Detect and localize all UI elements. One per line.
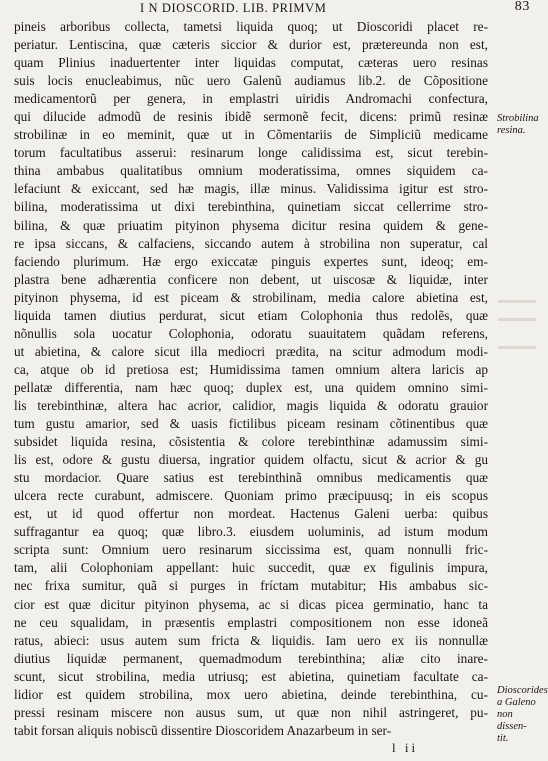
- text-line: qui dilucide admodũ de resinis ibidẽ sermonẽ fecit, dicens: primũ resinæ: [14, 109, 488, 125]
- bleed-through-mark: [498, 318, 536, 321]
- text-line: lidior est quidem strobilina, mox uero abietina, deinde terebinthina, cu-: [14, 686, 488, 702]
- text-line: ne ceu squalidam, in præsentis emplastri compositionem non esse idoneã: [14, 614, 488, 630]
- text-line: medicamentorũ per genera, in emplastri uiridis Andromachi confectura,: [14, 91, 488, 107]
- text-line: nec frixa sumitur, quã si purges in fríctam mutabitur; His ambabus sic-: [14, 578, 488, 594]
- text-line: scripta sunt: Omnium uero resinarum siccissima est, quam nonnulli fric-: [14, 542, 488, 558]
- text-line: thina ambabus qualitatibus omnium moderatissima, omnes siquidem ca-: [14, 163, 488, 179]
- text-line: strobilinæ in eo meminit, quæ ut in Cõmentariis de Simpliciũ medicame: [14, 127, 488, 143]
- running-title: I N DIOSCORID. LIB. PRIMVM: [140, 1, 327, 15]
- text-line: lis est, odore & gustu diuersa, ingratior quidem olfactu, sicut & acrior & gu: [14, 452, 488, 468]
- text-line: faciendo plurimum. Hæ ergo exiccatæ pinguis expertes sunt, ideoq; em-: [14, 253, 488, 269]
- text-line: tabit forsan aliquis nobiscũ dissentire Dioscoridem Anazarbeum in ser-: [14, 722, 392, 738]
- margin-note-strobilina: Strobilina resina.: [497, 113, 539, 136]
- text-line: pineis arboribus collecta, tametsi liquida quoq; ut Dioscoridi placet re-: [14, 19, 488, 34]
- text-line: ulcera recte curabunt, admiscere. Quoniam primo præcipuusq; in eis scopus: [14, 488, 488, 504]
- text-line: cior est quæ dicitur pityinon physema, ac si dicas picea germinatio, hanc ta: [14, 596, 488, 612]
- text-line: diutius liquidæ permanent, quemadmodum terebinthina; aliæ cito inare-: [14, 650, 488, 666]
- body-text: [14, 18, 488, 740]
- text-line: bilina, & quæ priuatim pityinon physema dicitur resina quidem & gene-: [14, 217, 488, 233]
- text-line: suis locis enucleabimus, nũc uero Galenũ audiamus lib.2. de Cõpositione: [14, 73, 488, 89]
- text-line: stu mordacior. Quare satius est terebinthinã omnibus medicamentis quæ: [14, 470, 488, 486]
- text-line: ut abietina, & calore sicut illa mediocri prædita, na scitur admodum modi-: [14, 343, 488, 359]
- bleed-through-mark: [498, 346, 536, 349]
- text-line: bilina, moderatissima ut dixi terebinthina, quinetiam siccat cellerrime stro-: [14, 199, 488, 215]
- text-line: tam, alii Colophoniam appellant: huic succedit, quæ ex figulinis impura,: [14, 560, 488, 576]
- text-line: quam Plinius inaduertenter inter liquidas computat, cæteras uero resinas: [14, 55, 488, 71]
- text-line: tum gustu amarior, sed & uasis fictilibus piceam resinam cõtinentibus quæ: [14, 416, 488, 432]
- text-line: est, ut id quod offertur non mordeat. Hactenus Galeni uerba: quibus: [14, 506, 488, 522]
- text-line: nõnullis sola uocatur Colophonia, odoratu suauitatem quãdam referens,: [14, 325, 488, 341]
- text-line: pityinon physema, id est piceam & strobilinam, media calore abietina est,: [14, 289, 488, 305]
- text-line: lefaciunt & exiccant, sed hæ magis, illæ minus. Validissima igitur est stro-: [14, 181, 488, 197]
- signature-mark: l ii: [392, 740, 419, 755]
- text-line: lis terebinthinæ, altera hac acrior, calidior, magis liquida & odoratu grauior: [14, 397, 488, 413]
- bleed-through-mark: [498, 300, 536, 303]
- text-line: pellatæ differentia, nam hæc quoq; duplex est, una quidem omnino simi-: [14, 379, 488, 395]
- text-line: torum facultatibus asserui: resinarum longe calidissima est, sicut terebin-: [14, 145, 488, 161]
- page-header: [60, 1, 530, 17]
- text-line: subsidet liquida resina, cõsistentia & colore terebinthinæ adamussim simi-: [14, 434, 488, 450]
- text-line: scunt, sicut strobilina, media utriusq; est abietina, quinetiam facultate ca-: [14, 668, 488, 684]
- text-line: ca, atque ob id pretiosa est; Humidissima tamen omnium altera laricis ap: [14, 361, 488, 377]
- text-line: re ipsa siccans, & calfaciens, siccando autem à strobilina non superatur, cal: [14, 235, 488, 251]
- text-line: periatur. Lentiscina, quæ cæteris siccior & durior est, prætereunda non est,: [14, 37, 488, 53]
- text-line: liquida tamen diutius perdurat, sicut etiam Colophonia thus redolẽs, quæ: [14, 307, 488, 323]
- text-line: suffragantur ea quoq; quæ libro.3. eiusdem uoluminis, ad istum modum: [14, 524, 488, 540]
- margin-note-dioscorides: Dioscorides a Galeno non dissen-tit.: [497, 685, 548, 744]
- text-line: ratus, abieci: usus autem sum fricta & liquidis. Iam uero ex iis nonnullæ: [14, 632, 488, 648]
- text-line: plastra bene adhærentia conficere non debent, ut uiscosæ & liquidæ, inter: [14, 271, 488, 287]
- page-number: 83: [514, 0, 530, 14]
- text-line: pressi resinam miscere non ausus sum, ut quæ non nihil astringeret, pu-: [14, 704, 488, 720]
